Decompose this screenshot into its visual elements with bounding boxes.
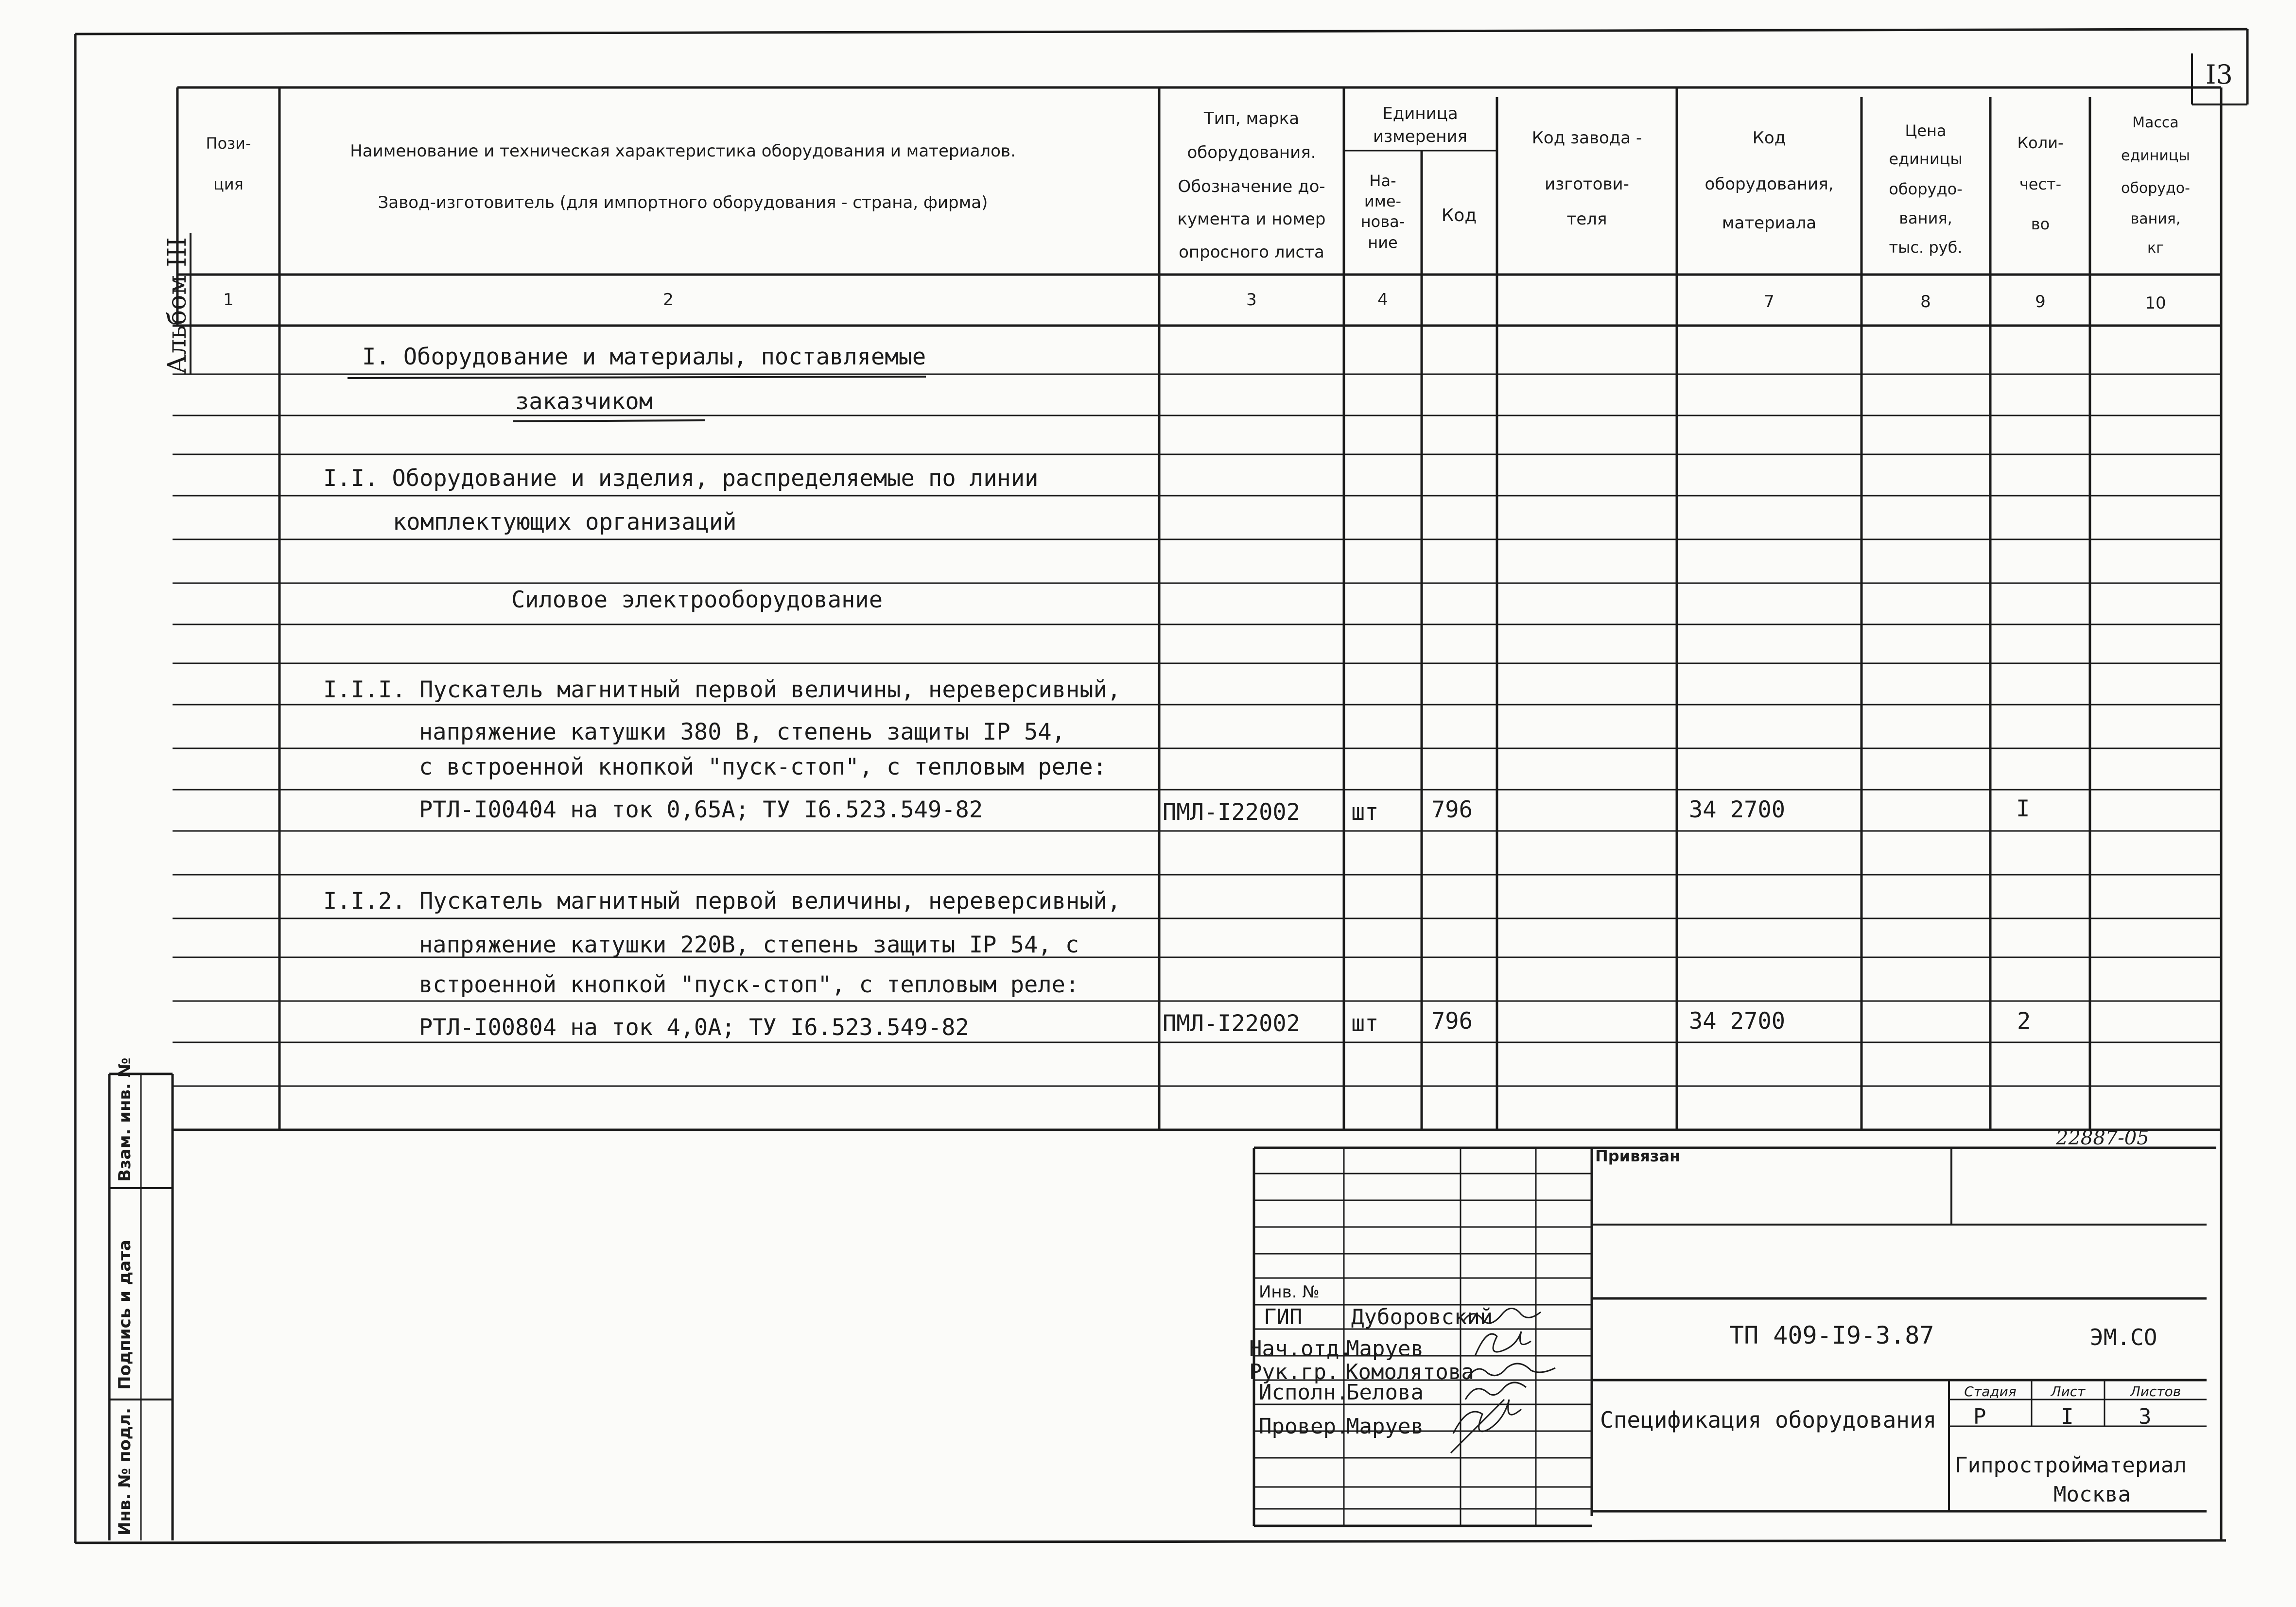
header-quantity-2: чест- (2019, 175, 2062, 193)
header-factory-code-1: Код завода - (1531, 128, 1642, 148)
item-1-quantity: I (2016, 795, 2030, 822)
item-1-type: ПМЛ-I22002 (1163, 799, 1300, 826)
header-equipment-code-2: оборудования, (1705, 174, 1834, 194)
colnum-3: 3 (1246, 290, 1257, 310)
album-label-text: Альбом III (163, 237, 192, 374)
side-stamp (109, 1057, 173, 1540)
inv-label: Инв. № (1259, 1282, 1320, 1302)
item-1-equipment-code: 34 2700 (1689, 796, 1786, 823)
name-gip: Дуборовский (1351, 1305, 1493, 1330)
item-1-unit-code: 796 (1431, 796, 1473, 823)
header-type-4: кумента и номер (1177, 209, 1326, 229)
linked-label: Привязан (1595, 1147, 1681, 1165)
item-1-line-2: напряжение катушки 380 В, степень защиты IP 54, (419, 719, 1065, 745)
stamp-signature-date: Подпись и дата (115, 1240, 135, 1390)
colnum-10: 10 (2145, 294, 2166, 313)
header-mass-4: вания, (2130, 210, 2181, 227)
header-price-1: Цена (1905, 121, 1947, 140)
name-group-lead: Комолятова (1345, 1360, 1474, 1384)
header-quantity-3: во (2031, 215, 2050, 233)
sheet-number-box (2192, 53, 2247, 104)
item-1-line-3: с встроенной кнопкой "пуск-стоп", с тепловым реле: (419, 754, 1107, 780)
header-type-1: Тип, марка (1203, 109, 1300, 128)
item-1-line-1: I.I.I. Пускатель магнитный первой величины, нереверсивный, (323, 676, 1121, 703)
archive-number: 22887-05 (2056, 1127, 2149, 1149)
role-head-dept: Нач.отд. (1249, 1336, 1352, 1361)
header-price-4: вания, (1899, 209, 1952, 227)
doc-code: ТП 409-I9-3.87 (1729, 1321, 1934, 1349)
header-price-5: тыс. руб. (1889, 238, 1963, 257)
header-unit-code: Код (1441, 206, 1477, 225)
header-unit-1: Единица (1382, 104, 1458, 123)
header-factory-code-3: теля (1566, 209, 1607, 229)
item-2-unit-code: 796 (1431, 1008, 1473, 1035)
table-body (323, 344, 2031, 1041)
section-1-title: I. Оборудование и материалы, поставляемые (362, 344, 926, 370)
header-mass-5: кг (2147, 240, 2164, 257)
header-position-2: ция (213, 175, 244, 193)
header-unit-name-4: ние (1368, 233, 1398, 252)
header-type-2: оборудования. (1187, 143, 1316, 162)
role-checker: Провер. (1259, 1414, 1349, 1439)
header-manufacturer: Завод-изготовитель (для импортного оборудования - страна, фирма) (378, 193, 988, 212)
sheet-value: I (2061, 1404, 2074, 1429)
item-2-line-3: встроенной кнопкой "пуск-стоп", с тепловым реле: (419, 971, 1079, 998)
header-quantity-1: Коли- (2017, 134, 2064, 152)
title-block (1249, 1147, 2216, 1526)
column-number-row (223, 290, 2166, 313)
item-2-unit: шт (1351, 1010, 1379, 1037)
item-1-line-4: РТЛ-I00404 на ток 0,65А; ТУ I6.523.549-82 (419, 796, 983, 823)
item-2-equipment-code: 34 2700 (1689, 1008, 1786, 1035)
header-unit-2: измерения (1373, 127, 1468, 146)
header-equipment-code-3: материала (1722, 213, 1817, 233)
header-mass-3: оборудо- (2121, 180, 2190, 197)
role-group-lead: Рук.гр. (1249, 1360, 1339, 1384)
header-unit-name-1: На- (1369, 172, 1396, 190)
header-type-5: опросного листа (1179, 242, 1324, 262)
item-2-line-4: РТЛ-I00804 на ток 4,0А; ТУ I6.523.549-82 (419, 1014, 969, 1041)
org-line-1: Гипростройматериал (1955, 1453, 2187, 1478)
colnum-1: 1 (223, 290, 234, 310)
header-price-3: оборудо- (1889, 180, 1963, 198)
colnum-8: 8 (1920, 292, 1931, 311)
sheet-number: I3 (2206, 59, 2233, 90)
doc-title: Спецификация оборудования (1600, 1407, 1937, 1433)
item-2-line-1: I.I.2. Пускатель магнитный первой величины, нереверсивный, (323, 888, 1121, 915)
sheets-value: 3 (2139, 1404, 2152, 1429)
name-checker: Маруев (1346, 1414, 1424, 1439)
colnum-2: 2 (663, 290, 674, 310)
colnum-4: 4 (1377, 290, 1388, 310)
section-1-1-title-cont: комплектующих организаций (393, 509, 737, 536)
header-factory-code-2: изготови- (1545, 174, 1629, 194)
item-2-line-2: напряжение катушки 220В, степень защиты IP 54, с (419, 932, 1079, 958)
item-2-type: ПМЛ-I22002 (1163, 1010, 1300, 1037)
org-line-2: Москва (2053, 1482, 2131, 1507)
stage-label: Стадия (1964, 1383, 2017, 1400)
header-position: Пози- (206, 134, 251, 153)
doc-mark: ЭМ.СО (2090, 1324, 2157, 1350)
name-executor: Белова (1346, 1380, 1424, 1405)
sheets-label: Листов (2130, 1383, 2181, 1400)
name-head-dept: Маруев (1346, 1336, 1424, 1361)
header-name: Наименование и техническая характеристика оборудования и материалов. (350, 141, 1016, 161)
colnum-7: 7 (1764, 292, 1774, 311)
role-executor: Исполн. (1259, 1380, 1349, 1405)
stamp-inv-replace: Взам. инв. № (115, 1057, 135, 1182)
stage-value: Р (1973, 1404, 1986, 1429)
header-price-2: единицы (1889, 150, 1963, 168)
section-1-1-title: I.I. Оборудование и изделия, распределяемые по линии (323, 465, 1039, 492)
item-1-unit: шт (1351, 799, 1379, 826)
header-unit-name-3: нова- (1360, 212, 1405, 231)
colnum-9: 9 (2035, 292, 2046, 311)
album-label (163, 233, 192, 374)
subsection-title: Силовое электрооборудование (511, 587, 883, 613)
header-equipment-code-1: Код (1752, 128, 1786, 148)
header-type-3: Обозначение до- (1178, 177, 1325, 196)
role-gip: ГИП (1264, 1305, 1303, 1330)
sheet-label: Лист (2051, 1383, 2086, 1400)
table-header (206, 104, 2190, 262)
header-mass-2: единицы (2121, 147, 2190, 164)
section-1-title-cont: заказчиком (515, 388, 653, 415)
header-mass-1: Масса (2132, 114, 2179, 131)
header-unit-name-2: име- (1364, 192, 1402, 210)
stamp-inv-orig: Инв. № подл. (115, 1407, 135, 1536)
item-2-quantity: 2 (2017, 1008, 2031, 1035)
